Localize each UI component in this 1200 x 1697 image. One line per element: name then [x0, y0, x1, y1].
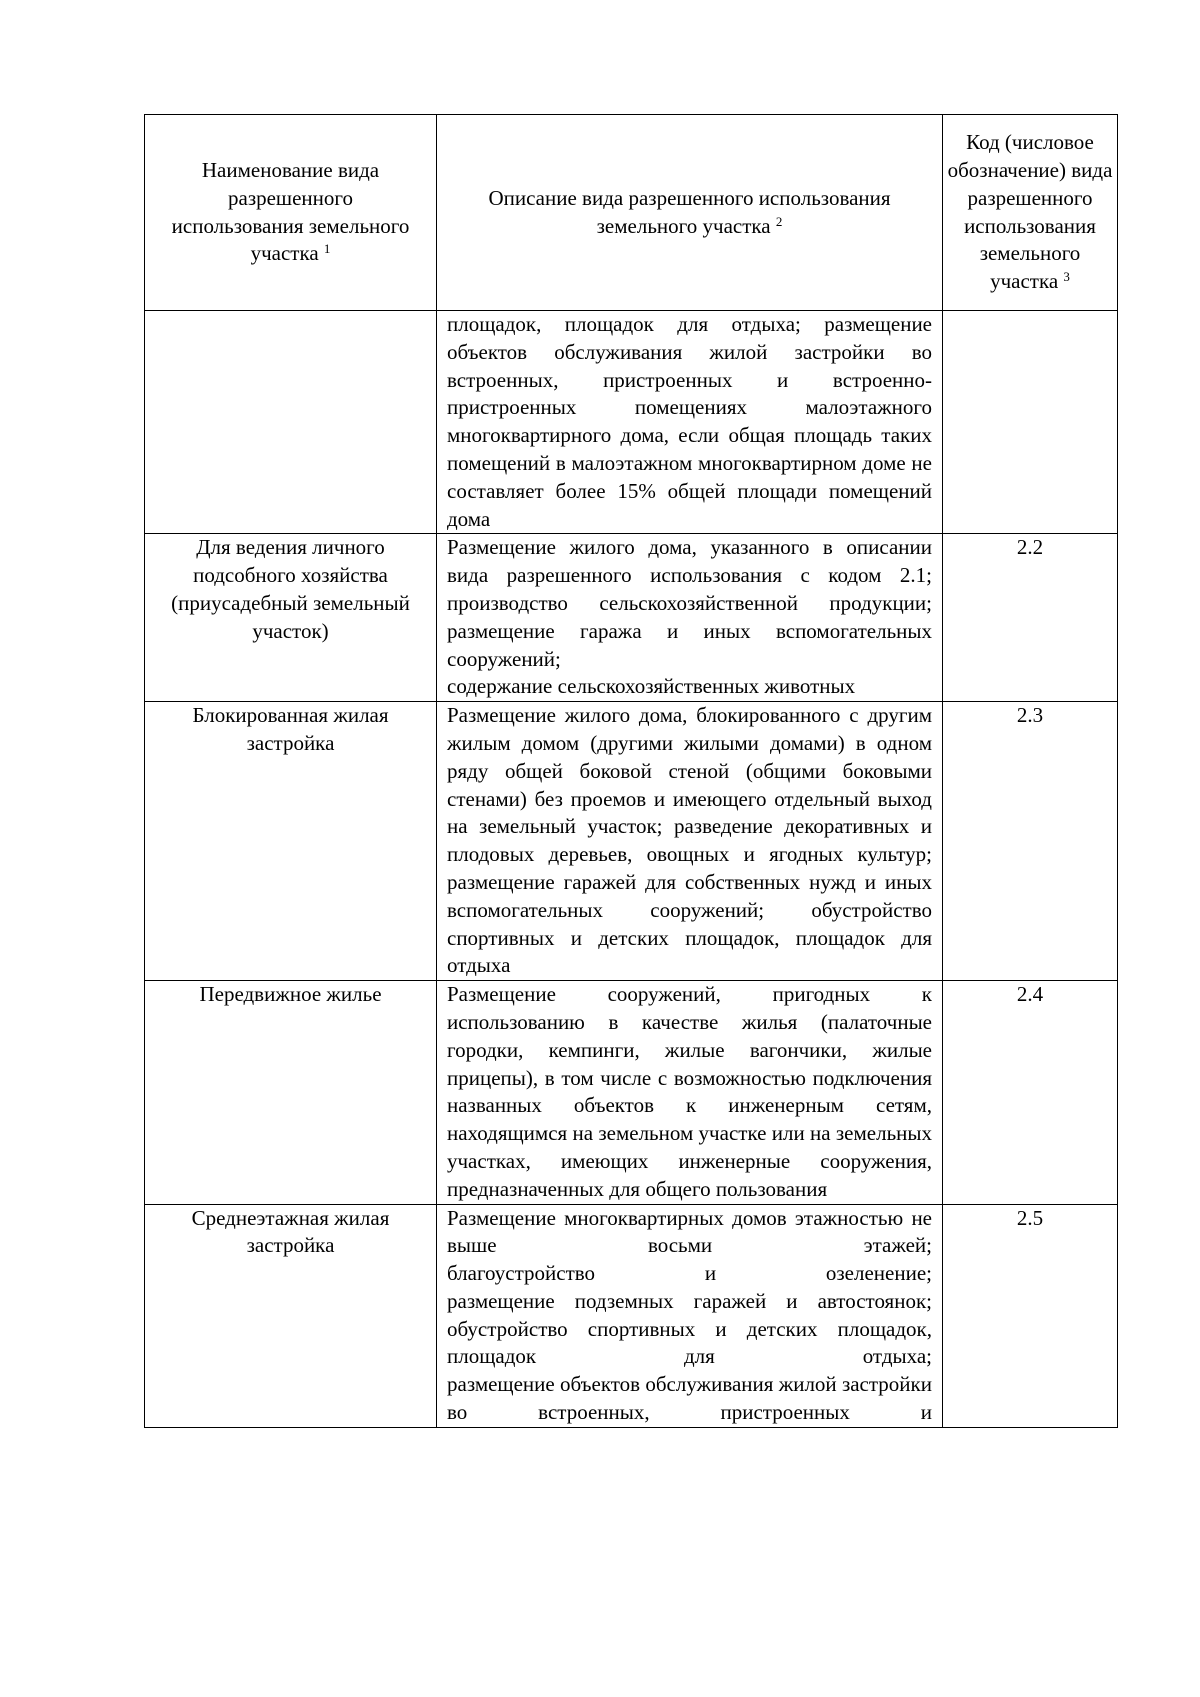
header-name-text: Наименование вида разрешенного использования земельного участка [171, 157, 410, 266]
header-name-footnote: 1 [323, 241, 331, 257]
table-row [145, 311, 1118, 534]
table-header [145, 115, 1118, 311]
description-paragraph: производство сельскохозяйственной продукции; [447, 590, 932, 615]
header-row [145, 115, 1118, 311]
land-use-code-cell: 2.3 [943, 702, 1118, 981]
description-paragraph: размещение объектов обслуживания жилой застройки во встроенных, пристроенных и [447, 1372, 932, 1425]
land-use-description-cell [437, 1204, 943, 1427]
land-use-code-cell: 2.2 [943, 534, 1118, 702]
land-use-description-cell [437, 311, 943, 534]
land-use-code-cell: 2.5 [943, 1204, 1118, 1427]
land-use-name-cell: Для ведения личного подсобного хозяйства (приусадебный земельный участок) [145, 534, 437, 702]
table-row [145, 534, 1118, 702]
header-name-cell [145, 115, 437, 311]
table-body [145, 311, 1118, 1428]
land-use-table [144, 114, 1118, 1428]
land-use-code-cell [943, 311, 1118, 534]
description-paragraph: Размещение жилого дома, указанного в описании вида разрешенного использования с кодом 2.1; [447, 535, 932, 588]
land-use-name-cell: Среднеэтажная жилая застройка [145, 1204, 437, 1427]
header-code-text: Код (числовое обозначение) вида разрешенного использования земельного участка [947, 130, 1113, 294]
description-paragraph: площадок, площадок для отдыха; размещение объектов обслуживания жилой застройки во встроенных, пристроенных и встроенно-пристроенных помещениях малоэтажного многоквартирного дома, если общая площадь таких помещений в малоэтажном многоквартирном доме не составляет более 15% общей площади помещений дома [447, 312, 932, 531]
header-description-cell [437, 115, 943, 311]
land-use-description-cell [437, 534, 943, 702]
description-paragraph: Размещение многоквартирных домов этажностью не выше восьми этажей; [447, 1205, 932, 1258]
description-paragraph: размещение подземных гаражей и автостоянок; [447, 1288, 932, 1313]
description-paragraph: благоустройство и озеленение; [447, 1261, 932, 1286]
land-use-name-cell [145, 311, 437, 534]
description-paragraph: Размещение жилого дома, блокированного с другим жилым домом (другими жилыми домами) в одном ряду общей боковой стеной (общими боковыми стенами) без проемов и имеющего отдельный выход на земельный участок; разведение декоративных и плодовых деревьев, овощных и ягодных культур; размещение гаражей для собственных нужд и иных вспомогательных сооружений; обустройство спортивных и детских площадок, площадок для отдыха [447, 703, 932, 978]
header-description-text: Описание вида разрешенного использования земельного участка [488, 185, 891, 238]
table-row [145, 1204, 1118, 1427]
land-use-name-cell: Блокированная жилая застройка [145, 702, 437, 981]
description-paragraph: размещение гаража и иных вспомогательных сооружений; [447, 618, 932, 671]
description-paragraph: Размещение сооружений, пригодных к использованию в качестве жилья (палаточные городки, кемпинги, жилые вагончики, жилые прицепы), в том числе с возможностью подключения названных объектов к инженерным сетям, находящимся на земельном участке или на земельных участках, имеющих инженерные сооружения, предназначенных для общего пользования [447, 982, 932, 1201]
land-use-description-cell [437, 981, 943, 1204]
header-code-footnote: 3 [1063, 269, 1070, 285]
description-paragraph: содержание сельскохозяйственных животных [447, 674, 856, 699]
land-use-description-cell [437, 702, 943, 981]
header-description-footnote: 2 [775, 213, 783, 229]
table-row [145, 981, 1118, 1204]
land-use-name-cell: Передвижное жилье [145, 981, 437, 1204]
description-paragraph: обустройство спортивных и детских площадок, площадок для отдыха; [447, 1316, 932, 1369]
land-use-code-cell: 2.4 [943, 981, 1118, 1204]
table-row [145, 702, 1118, 981]
header-code-cell [943, 115, 1118, 311]
